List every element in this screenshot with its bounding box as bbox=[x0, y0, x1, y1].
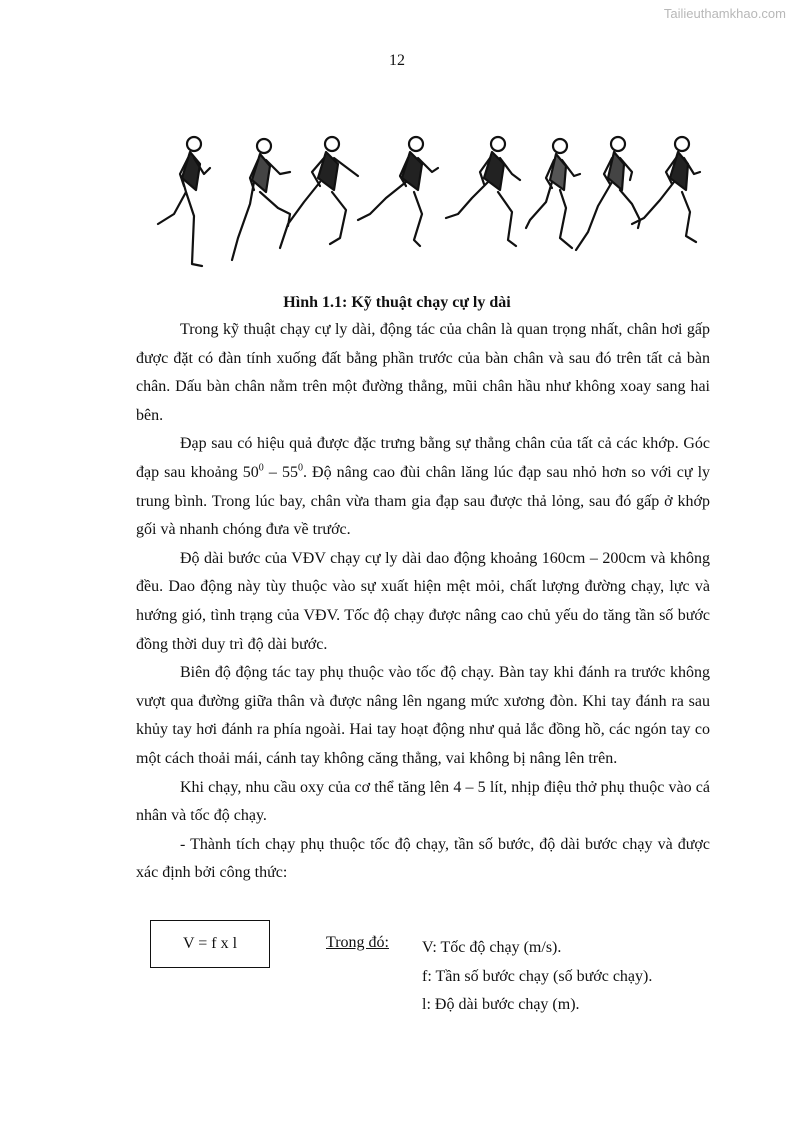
figure-caption: Hình 1.1: Kỹ thuật chạy cự ly dài bbox=[283, 294, 511, 311]
page-number: 12 bbox=[389, 52, 405, 69]
push-off-text-b: – 55 bbox=[263, 463, 298, 481]
watermark: Tailieuthamkhao.com bbox=[663, 6, 786, 21]
push-off-text-a: Đạp sau có hiệu quả được đặc trưng bằng sự thẳng chân của tất cả các khớp. Góc đạp sau khoảng 50 bbox=[136, 435, 710, 481]
runner-5 bbox=[446, 137, 520, 246]
definition-speed: V: Tốc độ chạy (m/s). bbox=[422, 939, 562, 956]
formula-box: V = f x l bbox=[150, 920, 270, 968]
runner-6 bbox=[526, 139, 580, 248]
body-text bbox=[136, 316, 710, 888]
definition-frequency: f: Tần số bước chạy (số bước chạy). bbox=[422, 967, 653, 985]
runner-4 bbox=[358, 137, 438, 246]
runner-3 bbox=[280, 137, 358, 248]
paragraph-stride-length: Độ dài bước của VĐV chạy cự ly dài dao động khoảng 160cm – 200cm và không đều. Dao động này tùy thuộc vào sự xuất hiện mệt mỏi, chất lượng đường chạy, lực và hướng gió, tình trạng của VĐV. Tốc độ chạy được nâng cao chủ yếu do tăng tần số bước đồng thời duy trì độ dài bước. bbox=[136, 549, 710, 653]
degree-superscript: 0 bbox=[258, 462, 264, 474]
running-figure-illustration bbox=[150, 128, 710, 270]
degree-superscript: 0 bbox=[297, 462, 303, 474]
runner-7 bbox=[576, 137, 640, 250]
paragraph-breathing: Khi chạy, nhu cầu oxy của cơ thể tăng lên 4 – 5 lít, nhịp điệu thở phụ thuộc vào cá nhân và tốc độ chạy. bbox=[136, 778, 710, 825]
paragraph-performance: - Thành tích chạy phụ thuộc tốc độ chạy, tần số bước, độ dài bước chạy và được xác định bởi công thức: bbox=[136, 835, 710, 882]
runner-8 bbox=[632, 137, 700, 242]
formula-definitions bbox=[422, 934, 652, 1020]
runner-1 bbox=[158, 137, 210, 266]
paragraph-leg-technique: Trong kỹ thuật chạy cự ly dài, động tác của chân là quan trọng nhất, chân hơi gấp được đặt có đàn tính xuống đất bằng phần trước của bàn chân và sau đó trên tất cả bàn chân. Dấu bàn chân nằm trên một đường thẳng, mũi chân hầu như không xoay sang hai bên. bbox=[136, 321, 710, 424]
definition-stride: l: Độ dài bước chạy (m). bbox=[422, 996, 580, 1013]
push-off-text-c: . Độ nâng cao đùi chân lăng lúc đạp sau nhỏ hơn so với cự ly trung bình. Trong lúc bay, chân vừa tham gia đạp sau được thả lỏng, sau đó gấp ở khớp gối và nhanh chóng đưa về trước. bbox=[136, 463, 711, 539]
paragraph-push-off bbox=[136, 430, 710, 544]
where-label: Trong đó: bbox=[326, 934, 389, 951]
paragraph-arm-action: Biên độ động tác tay phụ thuộc vào tốc độ chạy. Bàn tay khi đánh ra trước không vượt qua đường giữa thân và được nâng lên ngang mức xương đòn. Khi tay đánh ra sau khủy tay hơi đánh ra phía ngoài. Hai tay hoạt động như quả lắc đồng hồ, các ngón tay co một cách thoải mái, cánh tay không căng thẳng, vai không bị nâng lên trên. bbox=[136, 664, 710, 767]
